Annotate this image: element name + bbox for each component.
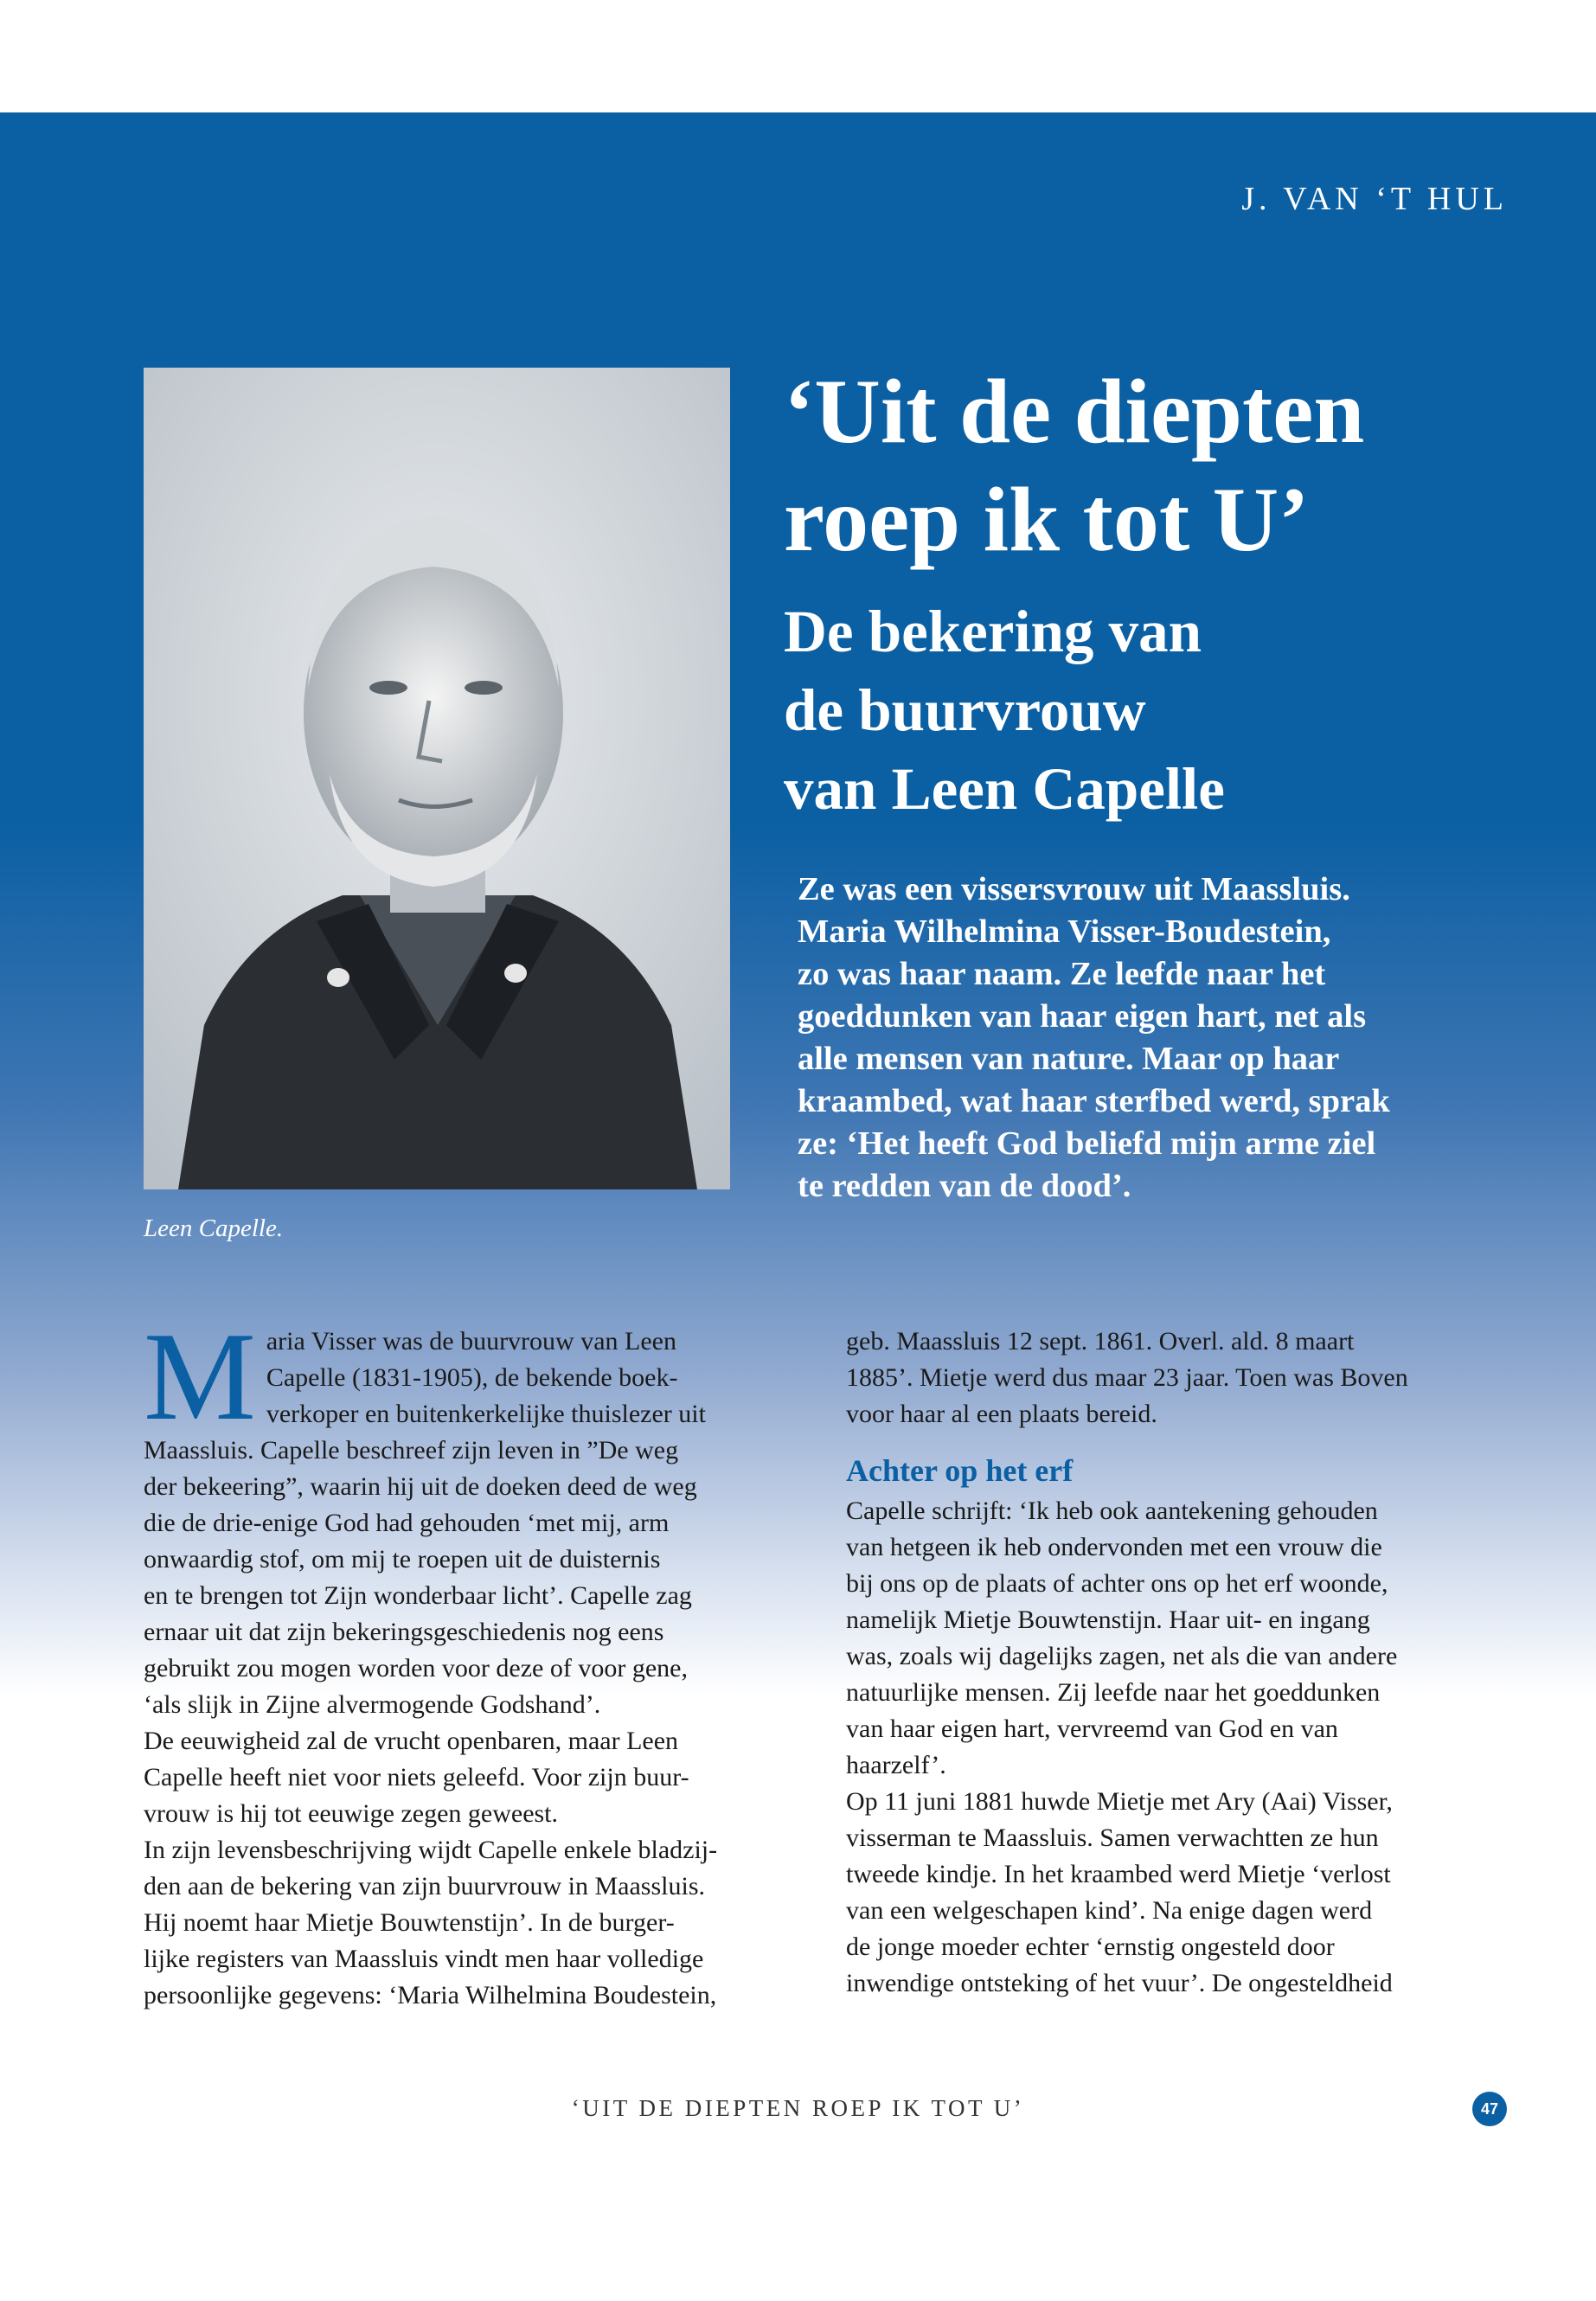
text-line: inwendige ontsteking of het vuur’. De ongesteldheid [846,1969,1393,1997]
portrait-photo [144,368,730,1189]
text-line: Maria Wilhelmina Visser-Boudestein, [798,913,1331,950]
text-line: Hij noemt haar Mietje Bouwtenstijn’. In de burger- [144,1908,675,1937]
section-subheading: Achter op het erf [846,1453,1074,1488]
text-line: ‘als slijk in Zijne alvermogende Godshand’. [144,1690,601,1719]
body-text [846,1324,1538,1433]
text-line: kraambed, wat haar sterfbed werd, sprak [798,1083,1390,1119]
text-line: namelijk Mietje Bouwtenstijn. Haar uit- en ingang [846,1606,1370,1634]
text-line: Op 11 juni 1881 huwde Mietje met Ary (Aai) Visser, [846,1787,1393,1816]
text-line: gebruikt zou mogen worden voor deze of voor gene, [144,1654,688,1682]
subtitle-line: van Leen Capelle [784,756,1225,822]
article-title [784,357,1562,574]
text-line: natuurlijke mensen. Zij leefde naar het goeddunken [846,1678,1381,1707]
text-line: voor haar al een plaats bereid. [846,1400,1157,1428]
text-line: Capelle schrijft: ‘Ik heb ook aantekening gehouden [846,1497,1378,1525]
body-text [846,1493,1538,2002]
text-line: ze: ‘Het heeft God beliefd mijn arme ziel [798,1125,1376,1162]
text-line: verkoper en buitenkerkelijke thuislezer uit [266,1400,706,1428]
text-line: tweede kindje. In het kraambed werd Mietje ‘verlost [846,1860,1391,1888]
body-text [144,1433,836,2014]
text-line: vrouw is hij tot eeuwige zegen geweest. [144,1799,559,1828]
text-line: Capelle (1831-1905), de bekende boek- [266,1363,678,1392]
text-line: lijke registers van Maassluis vindt men haar volledige [144,1945,704,1973]
text-line: van een welgeschapen kind’. Na enige dagen werd [846,1896,1373,1925]
text-line: ernaar uit dat zijn bekeringsgeschiedenis nog eens [144,1618,664,1646]
text-line: In zijn levensbeschrijving wijdt Capelle enkele bladzij- [144,1836,718,1864]
text-line: den aan de bekering van zijn buurvrouw in Maassluis. [144,1872,705,1900]
text-line: Capelle heeft niet voor niets geleefd. Voor zijn buur- [144,1763,689,1791]
text-line: geb. Maassluis 12 sept. 1861. Overl. ald. 8 maart [846,1327,1355,1356]
author-name: J. VAN ‘T HUL [1241,181,1508,217]
text-line: De eeuwigheid zal de vrucht openbaren, maar Leen [144,1727,679,1755]
text-line: goeddunken van haar eigen hart, net als [798,998,1367,1035]
text-line: zo was haar naam. Ze leefde naar het [798,956,1326,992]
page-number-badge: 47 [1472,2092,1507,2126]
lead-paragraph [798,868,1533,1208]
text-line: was, zoals wij dagelijks zagen, net als die van andere [846,1642,1398,1670]
text-line: te redden van de dood’. [798,1168,1131,1204]
subtitle-line: de buurvrouw [784,677,1146,743]
text-line: alle mensen van nature. Maar op haar [798,1041,1340,1077]
text-line: visserman te Maassluis. Samen verwachtten ze hun [846,1823,1379,1852]
text-line: der bekeering”, waarin hij uit de doeken deed de weg [144,1472,697,1501]
body-column-left [144,1306,836,2014]
text-line: Ze was een vissersvrouw uit Maassluis. [798,871,1350,907]
text-line: aria Visser was de buurvrouw van Leen [266,1327,676,1356]
text-line: de jonge moeder echter ‘ernstig ongesteld door [846,1932,1335,1961]
text-line: Maassluis. Capelle beschreef zijn leven in ”De weg [144,1436,679,1465]
title-line: roep ik tot U’ [784,469,1310,570]
article-subtitle [784,593,1562,829]
drop-cap: M [144,1306,256,1446]
text-line: 1885’. Mietje werd dus maar 23 jaar. Toen was Boven [846,1363,1408,1392]
text-line: haarzelf’. [846,1751,946,1779]
text-line: van hetgeen ik heb ondervonden met een vrouw die [846,1533,1382,1561]
text-line: bij ons op de plaats of achter ons op het erf woonde, [846,1569,1388,1598]
text-line: persoonlijke gegevens: ‘Maria Wilhelmina Boudestein, [144,1981,717,2009]
photo-caption: Leen Capelle. [144,1215,284,1242]
text-line: van haar eigen hart, vervreemd van God en van [846,1715,1338,1743]
text-line: en te brengen tot Zijn wonderbaar licht’. Capelle zag [144,1581,692,1610]
text-line: onwaardig stof, om mij te roepen uit de duisternis [144,1545,661,1574]
running-footer-title: ‘UIT DE DIEPTEN ROEP IK TOT U’ [571,2095,1025,2121]
subtitle-line: De bekering van [784,599,1202,664]
title-line: ‘Uit de diepten [784,361,1365,462]
body-column-right [846,1324,1538,2002]
text-line: die de drie-enige God had gehouden ‘met mij, arm [144,1509,670,1537]
